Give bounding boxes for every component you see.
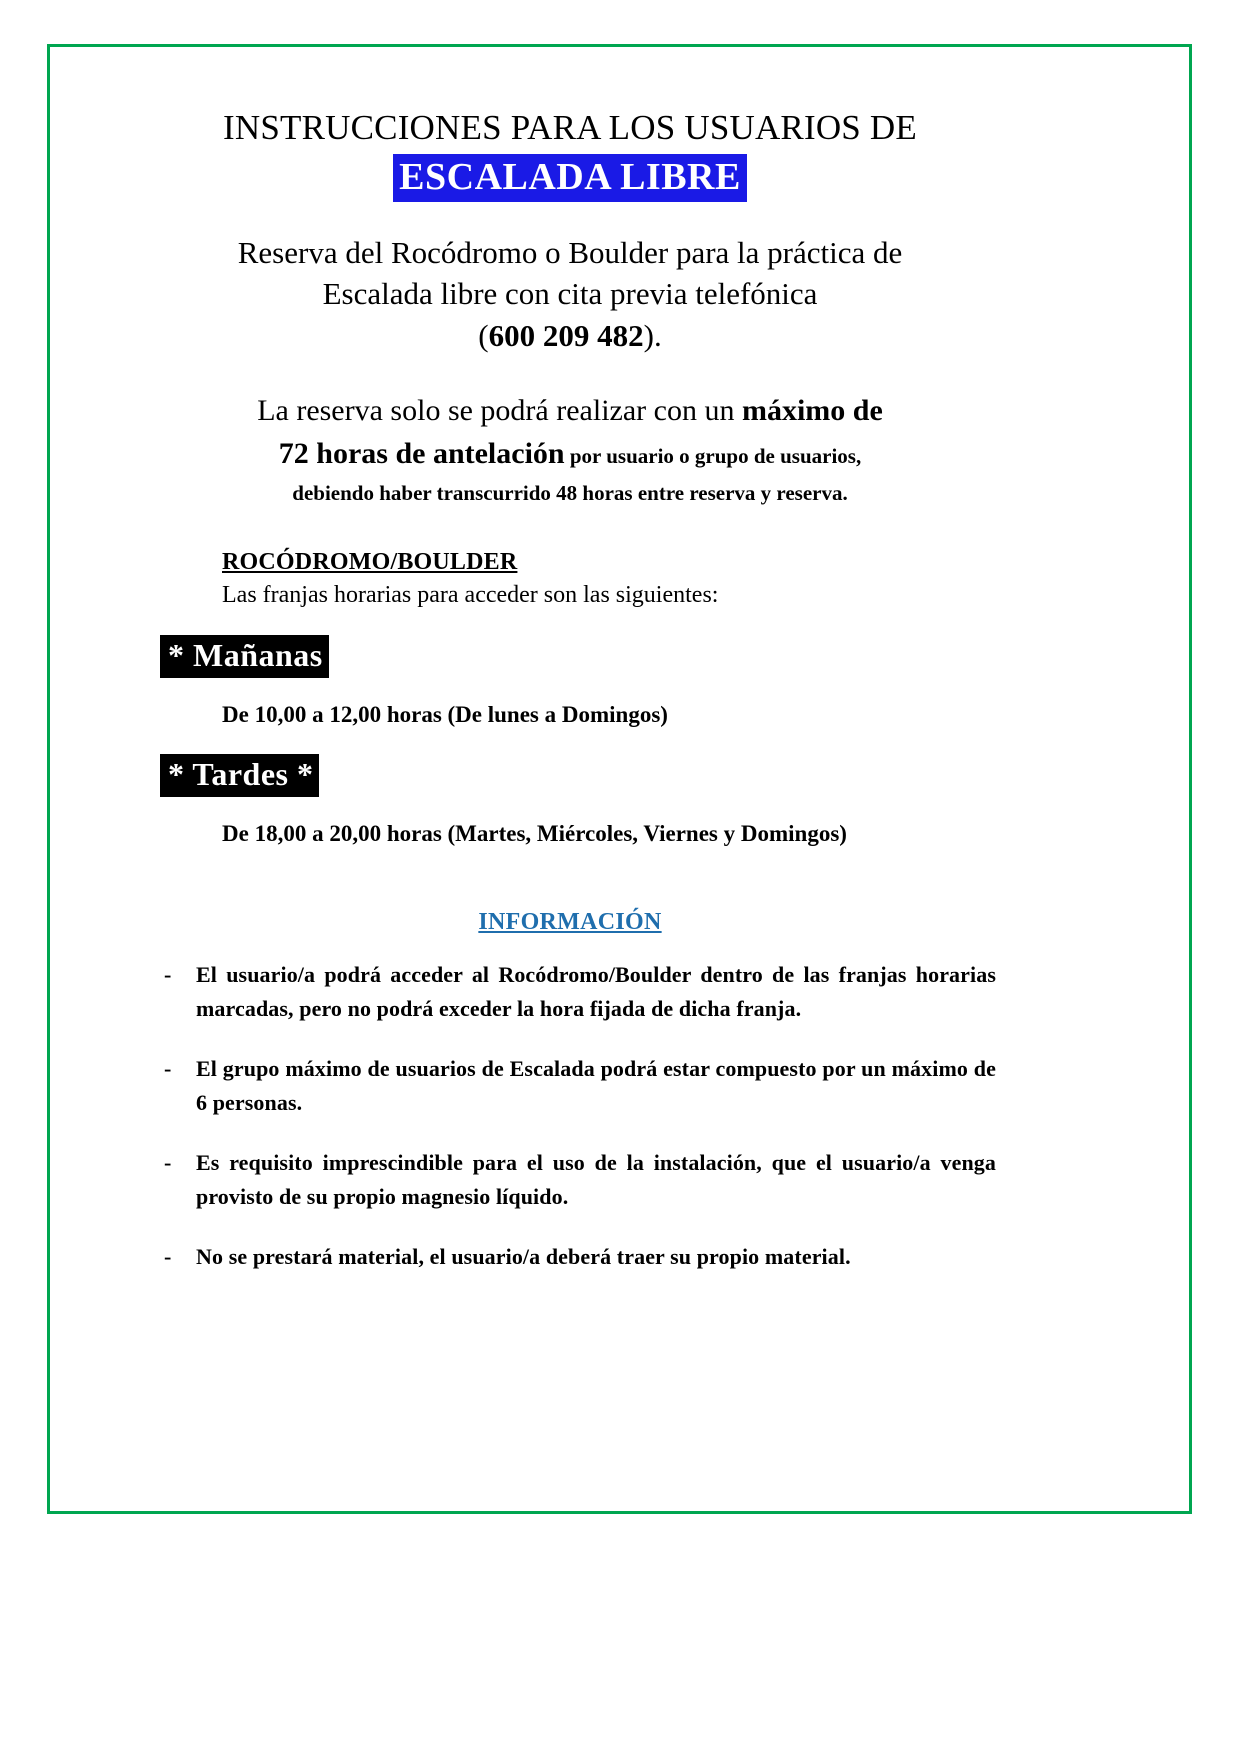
slot-schedule-mornings: De 10,00 a 12,00 horas (De lunes a Domingos) — [222, 701, 668, 727]
phone-number: 600 209 482 — [488, 317, 644, 353]
slot-band-afternoons: * Tardes * — [160, 754, 319, 797]
reservation-rules — [140, 390, 1000, 509]
slot-band-mornings: * Mañanas — [160, 635, 329, 678]
reservation-rule-bold: máximo de — [741, 393, 883, 427]
bullet-text: El usuario/a podrá acceder al Rocódromo/Boulder dentro de las franjas horarias marcadas, pero no podrá exceder la hora fijada de dicha franja. — [196, 961, 996, 1021]
bullet-text: El grupo máximo de usuarios de Escalada podrá estar compuesto por un máximo de 6 personas. — [196, 1056, 996, 1116]
page-title-highlight: ESCALADA LIBRE — [393, 154, 747, 202]
reservation-rule-line-3: debiendo haber transcurrido 48 horas entre reserva y reserva. — [292, 481, 848, 506]
document-content — [140, 108, 1000, 1301]
list-item — [158, 958, 1000, 1026]
info-heading: INFORMACIÓN — [478, 908, 662, 935]
slot-schedule-afternoons: De 18,00 a 20,00 horas (Martes, Miércoles, Viernes y Domingos) — [222, 820, 847, 846]
page-title-highlight-wrapper — [140, 154, 1000, 202]
bullet-text: No se prestará material, el usuario/a deberá traer su propio material. — [196, 1244, 851, 1270]
reservation-rule-line-2 — [140, 433, 1000, 476]
intro-paragraph — [140, 232, 1000, 356]
slot-band-mornings-wrapper — [160, 635, 1000, 678]
reservation-users-text: por usuario o grupo de usuarios, — [564, 443, 862, 468]
slot-band-afternoons-wrapper — [160, 754, 1000, 797]
intro-line-1: Reserva del Rocódromo o Boulder para la práctica de — [237, 235, 903, 271]
bullet-marker: - — [164, 1150, 172, 1176]
bullet-marker: - — [164, 1244, 172, 1270]
intro-line-2: Escalada libre con cita previa telefónica — [322, 276, 818, 312]
intro-phone-line — [140, 315, 1000, 356]
phone-paren-close: ). — [643, 317, 662, 353]
list-item — [158, 1146, 1000, 1214]
bullet-marker: - — [164, 961, 172, 987]
info-bullet-list — [158, 958, 1000, 1275]
list-item — [158, 1240, 1000, 1274]
reservation-rule-plain: La reserva solo se podrá realizar con un — [257, 393, 742, 427]
page-title-line-1: INSTRUCCIONES PARA LOS USUARIOS DE — [223, 108, 917, 147]
bullet-marker: - — [164, 1056, 172, 1082]
list-item — [158, 1052, 1000, 1120]
bullet-text: Es requisito imprescindible para el uso de la instalación, que el usuario/a venga provisto de su propio magnesio líquido. — [196, 1150, 996, 1210]
section-heading-rocodromo: ROCÓDROMO/BOULDER — [222, 548, 518, 575]
phone-paren-open: ( — [478, 317, 489, 353]
reservation-rule-line-1 — [140, 390, 1000, 433]
section-subtext-franjas: Las franjas horarias para acceder son las siguientes: — [222, 581, 719, 608]
reservation-hours-emphasis: 72 horas de antelación — [278, 436, 565, 470]
